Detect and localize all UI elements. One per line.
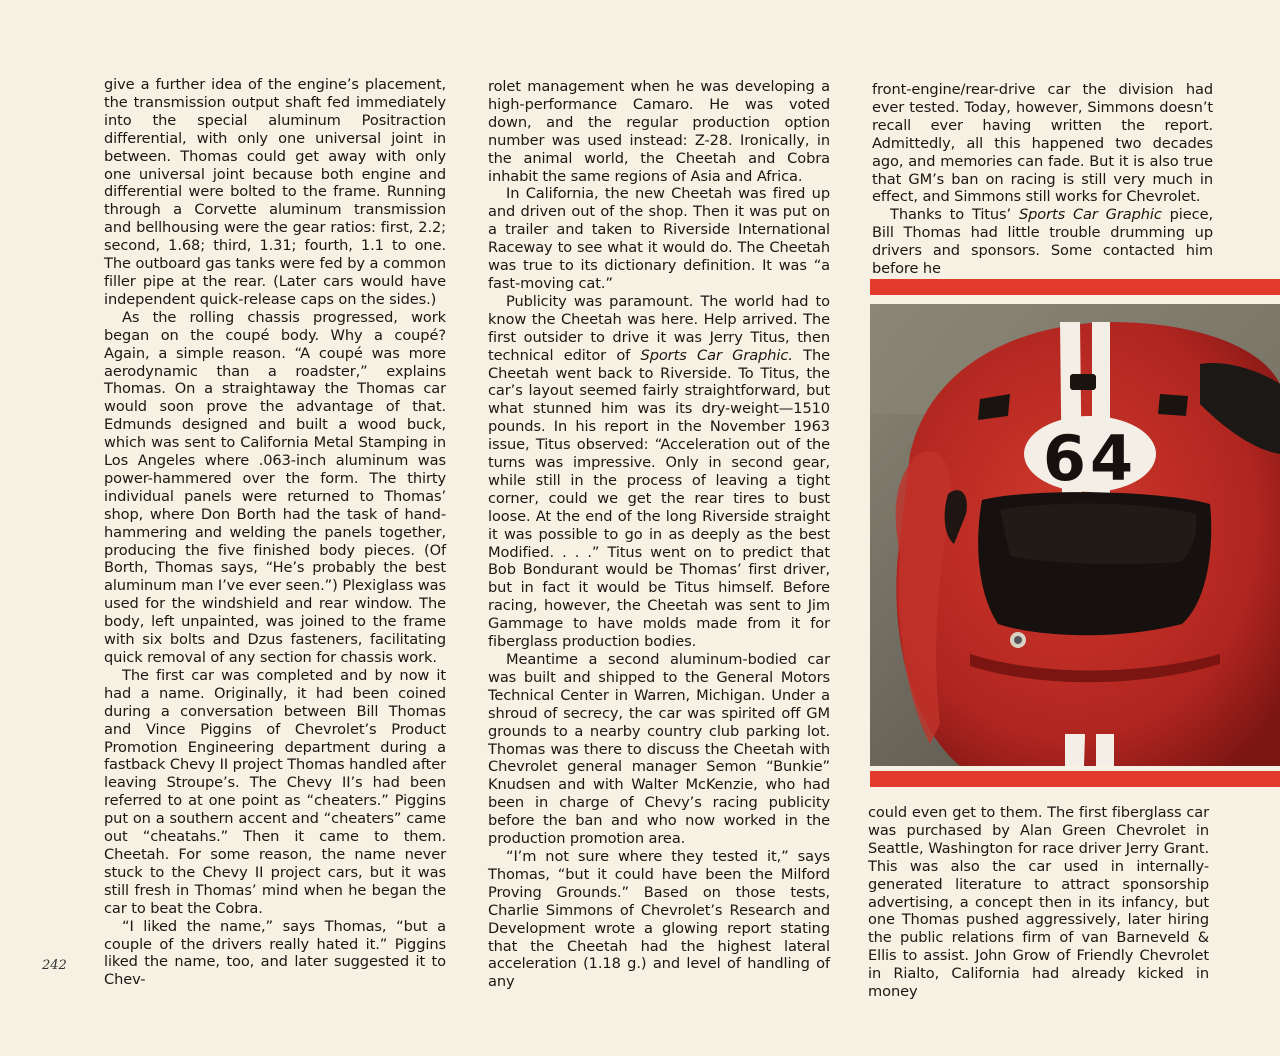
paragraph	[872, 206, 1213, 278]
paragraph: As the rolling chassis progressed, work began on the coupé body. Why a coupé? Again, a simple reason. “A coupé was more aerodynamic than a roadster,” explains Thomas. On a straightaway the Thomas car would soon prove the advantage of that. Edmunds designed and built a wood buck, which was sent to California Metal Stamping in Los Angeles where .063-inch aluminum was power-hammered over the form. The thirty individual panels were returned to Thomas’ shop, where Don Borth had the task of hand-hammering and welding the panels together, producing the five finished body pieces. (Of Borth, Thomas says, “He’s probably the best aluminum man I’ve ever seen.”) Plexiglass was used for the windshield and rear window. The body, left unpainted, was joined to the frame with six bolts and Dzus fasteners, facilitating quick removal of any section for chassis work.	[104, 308, 446, 666]
text-column-right-top	[872, 81, 1213, 278]
red-rule-top	[870, 279, 1280, 295]
text-run: Publicity was paramount. The world had to know the Cheetah was here. Help arrived. The first outsider to drive it was Jerry Titus, then technical editor of	[488, 292, 830, 364]
paragraph: give a further idea of the engine’s placement, the transmission output shaft fed immediately into the special aluminum Positraction differential, with only one universal joint in between. Thomas could get away with only one universal joint because both engine and differential were bolted to the frame. Running through a Corvette aluminum transmission and bellhousing were the gear ratios: first, 2.2; second, 1.68; third, 1.31; fourth, 1.1 to one. The outboard gas tanks were fed by a common filler pipe at the rear. (Later cars would have independent quick-release caps on the sides.)	[104, 76, 446, 308]
magazine-title: Sports Car Graphic	[1018, 206, 1162, 224]
text-column-left	[104, 76, 446, 989]
cheetah-race-car-photo	[870, 304, 1280, 766]
text-run: piece, Bill Thomas had little trouble drumming up drivers and sponsors. Some contacted him before he	[872, 206, 1213, 278]
race-number: 64	[1042, 422, 1138, 495]
paragraph: front-engine/rear-drive car the division had ever tested. Today, however, Simmons doesn’t recall ever having written the report. Admittedly, all this happened two decades ago, and memories can fade. But it is also true that GM’s ban on racing is still very much in effect, and Simmons still works for Chevrolet.	[872, 81, 1213, 206]
paragraph: In California, the new Cheetah was fired up and driven out of the shop. Then it was put on a trailer and taken to Riverside International Raceway to see what it would do. The Cheetah was true to its dictionary definition. It was “a fast-moving cat.”	[488, 185, 830, 292]
magazine-title: Sports Car Graphic.	[640, 346, 793, 364]
paragraph: “I liked the name,” says Thomas, “but a couple of the drivers really hated it.” Piggins liked the name, too, and later suggested it to Chev-	[104, 917, 446, 989]
paragraph: The first car was completed and by now it had a name. Originally, it had been coined during a conversation between Bill Thomas and Vince Piggins of Chevrolet’s Product Promotion Engineering department during a fastback Chevy II project Thomas handled after leaving Stroupe’s. The Chevy II’s had been referred to at one point as “cheaters.” Piggins put on a southern accent and “cheaters” came out “cheatahs.” Then it came to them. Cheetah. For some reason, the name never stuck to the Chevy II project cars, but it was still fresh in Thomas’ mind when he began the car to beat the Cobra.	[104, 666, 446, 917]
car-illustration	[870, 304, 1280, 766]
text-column-middle	[488, 78, 830, 991]
paragraph: rolet management when he was developing a high-performance Camaro. He was voted down, and the regular production option number was used instead: Z-28. Ironically, in the animal world, the Cheetah and Cobra inhabit the same regions of Asia and Africa.	[488, 78, 830, 185]
paragraph: Meantime a second aluminum-bodied car was built and shipped to the General Motors Technical Center in Warren, Michigan. Under a shroud of secrecy, the car was spirited off GM grounds to a nearby country club parking lot. Thomas was there to discuss the Cheetah with Chevrolet general manager Semon “Bunkie” Knudsen and with Walter McKenzie, who had been in charge of Chevy’s racing publicity before the ban and who now worked in the production promotion area.	[488, 651, 830, 848]
text-run: Thanks to Titus’	[890, 206, 1019, 224]
paragraph	[488, 293, 830, 651]
red-rule-bottom	[870, 771, 1280, 787]
paragraph: “I’m not sure where they tested it,” says Thomas, “but it could have been the Milford Proving Grounds.” Based on those tests, Charlie Simmons of Chevrolet’s Research and Development wrote a glowing report stating that the Cheetah had the highest lateral acceleration (1.18 g.) and level of handling of any	[488, 847, 830, 991]
page-number: 242	[42, 958, 67, 973]
paragraph: could even get to them. The first fiberglass car was purchased by Alan Green Chevrolet in Seattle, Washington for race driver Jerry Grant. This was also the car used in internally-generated literature to attract sponsorship advertising, a concept then in its infancy, but one Thomas pushed aggressively, later hiring the public relations firm of van Barneveld & Ellis to assist. John Grow of Friendly Chevrolet in Rialto, California had already kicked in money	[868, 804, 1209, 1001]
text-run: The Cheetah went back to Riverside. To Titus, the car’s layout seemed fairly straightforward, but what stunned him was its dry-weight—1510 pounds. In his report in the November 1963 issue, Titus observed: “Acceleration out of the turns was impressive. Only in second gear, while still in the process of leaving a tight corner, could we get the rear tires to bust loose. At the end of the long Riverside straight it was possible to go in as deeply as the best Modified. . . .” Titus went on to predict that Bob Bondurant would be Thomas’ first driver, but in fact it would be Titus himself. Before racing, however, the Cheetah was sent to Jim Gammage to have molds made from it for fiberglass production bodies.	[488, 346, 830, 651]
text-column-right-bottom	[868, 804, 1209, 1001]
